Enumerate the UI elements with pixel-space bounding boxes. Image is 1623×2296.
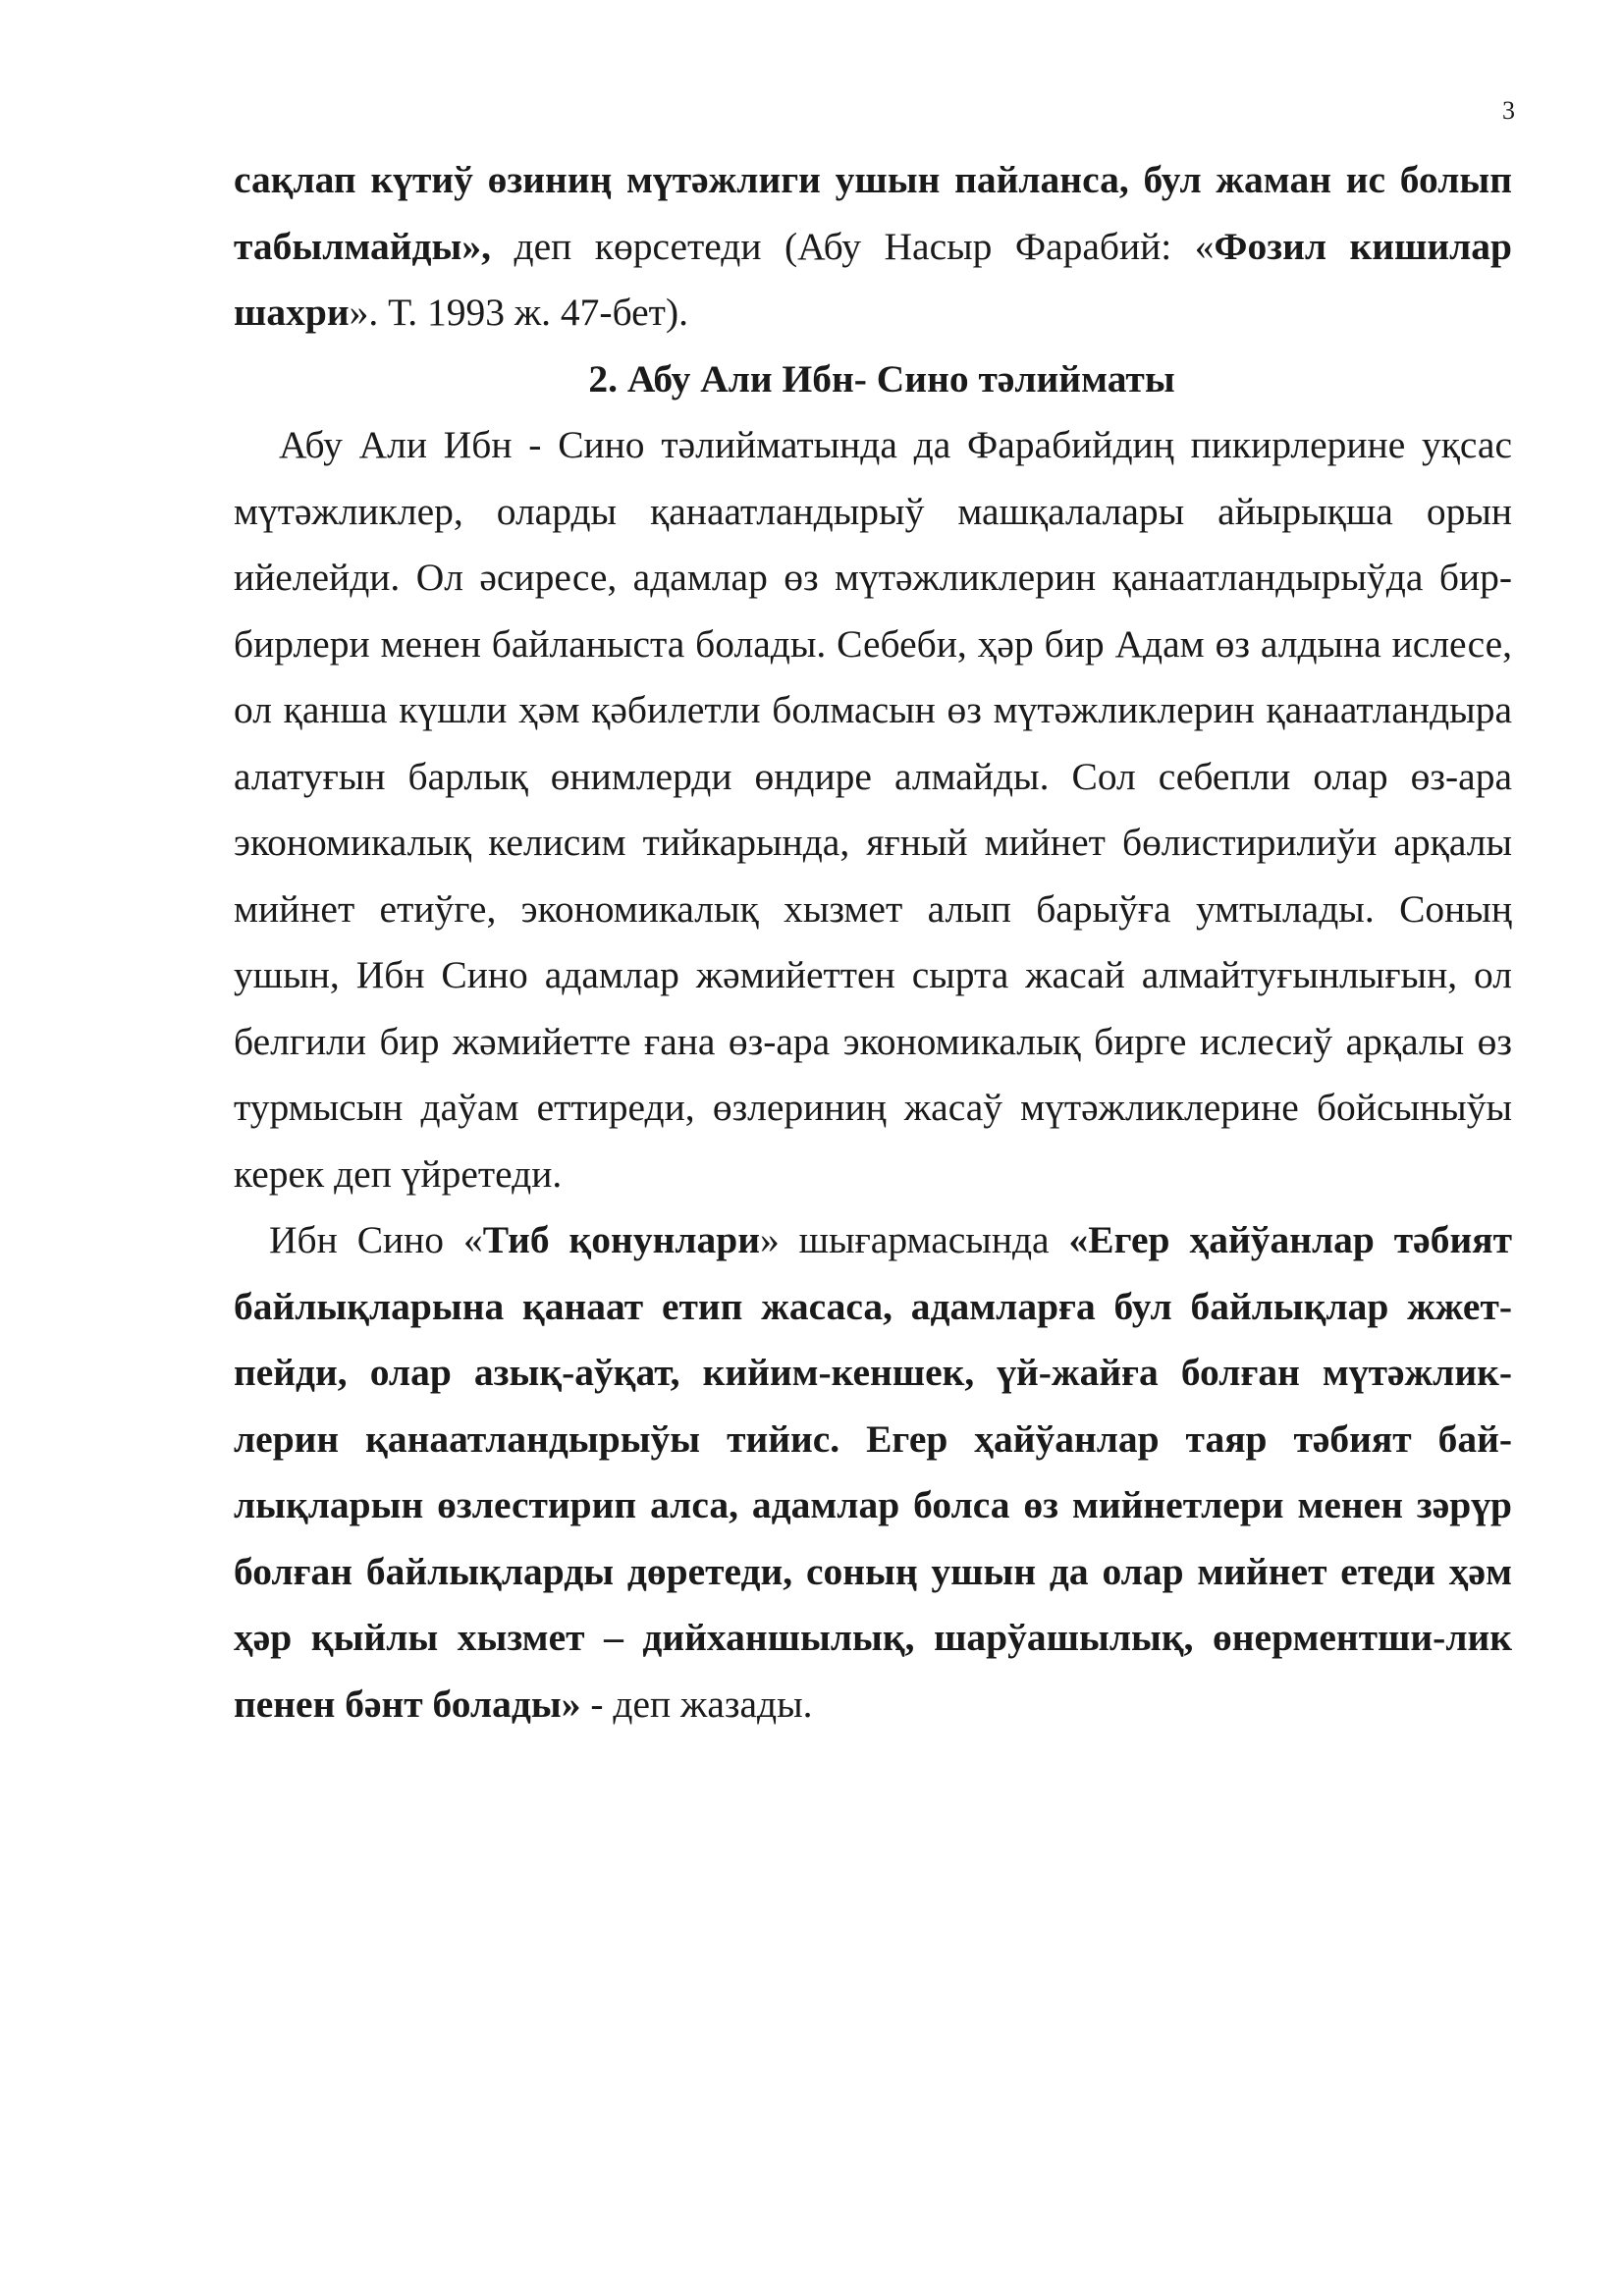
tib-book-title: Тиб қонунлари <box>482 1218 760 1261</box>
tib-text-middle: » шығармасында <box>759 1218 1069 1261</box>
tib-paragraph <box>234 1207 1512 1737</box>
section-heading: 2. Абу Али Ибн- Сино тәлийматы <box>588 356 1175 400</box>
intro-paragraph <box>234 147 1512 347</box>
tib-text-end: - деп жазады. <box>580 1682 813 1726</box>
page-number: 3 <box>1502 96 1515 125</box>
tib-quote: «Егер ҳайўанлар тәбият байлықларына қанаат етип жасаса, адамларға бул байлықлар жжет-пейди, олар азық-аўқат, кийим-кеншек, үй-жайға болған мүтәжлик-лерин қанаатландырыўы тийис. Егер ҳайўанлар таяр тәбият бай-лықларын өзлестирип алса, адамлар болса өз мийнетлери менен зәрүр болған байлықларды дөретеди, соның ушын да олар мийнет етеди ҳәм ҳәр қыйлы хызмет – дийханшылық, шарўашылық, өнерментши-лик пенен бәнт болады» <box>234 1218 1512 1726</box>
page-content <box>234 147 1512 1737</box>
tib-text-start: Ибн Сино « <box>269 1218 483 1261</box>
intro-book-title: Фозил кишилар шахри <box>234 224 1512 334</box>
intro-quote: сақлап күтиў өзиниң мүтәжлиги ушын пайланса, бул жаман ис болып табылмайды», <box>234 158 1512 268</box>
intro-text: деп көрсетеди (Абу Насыр Фарабий: « <box>490 224 1215 268</box>
intro-citation: ». Т. 1993 ж. 47-бет). <box>349 291 688 334</box>
ibn-sino-paragraph: Абу Али Ибн - Сино тәлийматында да Фарабийдиң пикирлерине уқсас мүтәжликлер, оларды қанаатландырыў машқалалары айырықша орын ийелейди. Ол әсиресе, адамлар өз мүтәжликлерин қанаатландырыўда бир-бирлери менен байланыста болады. Себеби, ҳәр бир Адам өз алдына ислесе, ол қанша күшли ҳәм қәбилетли болмасын өз мүтәжликлерин қанаатландыра алатуғын барлық өнимлерди өндире алмайды. Сол себепли олар өз-ара экономикалық келисим тийкарында, яғный мийнет бөлистирилиўи арқалы мийнет етиўге, экономикалық хызмет алып барыўға умтылады. Соның ушын, Ибн Сино адамлар жәмийеттен сырта жасай алмайтуғынлығын, ол белгили бир жәмийетте ғана өз-ара экономикалық бирге ислесиў арқалы өз турмысын даўам еттиреди, өзлериниң жасаў мүтәжликлерине бойсыныўы керек деп үйретеди. <box>234 423 1512 1196</box>
